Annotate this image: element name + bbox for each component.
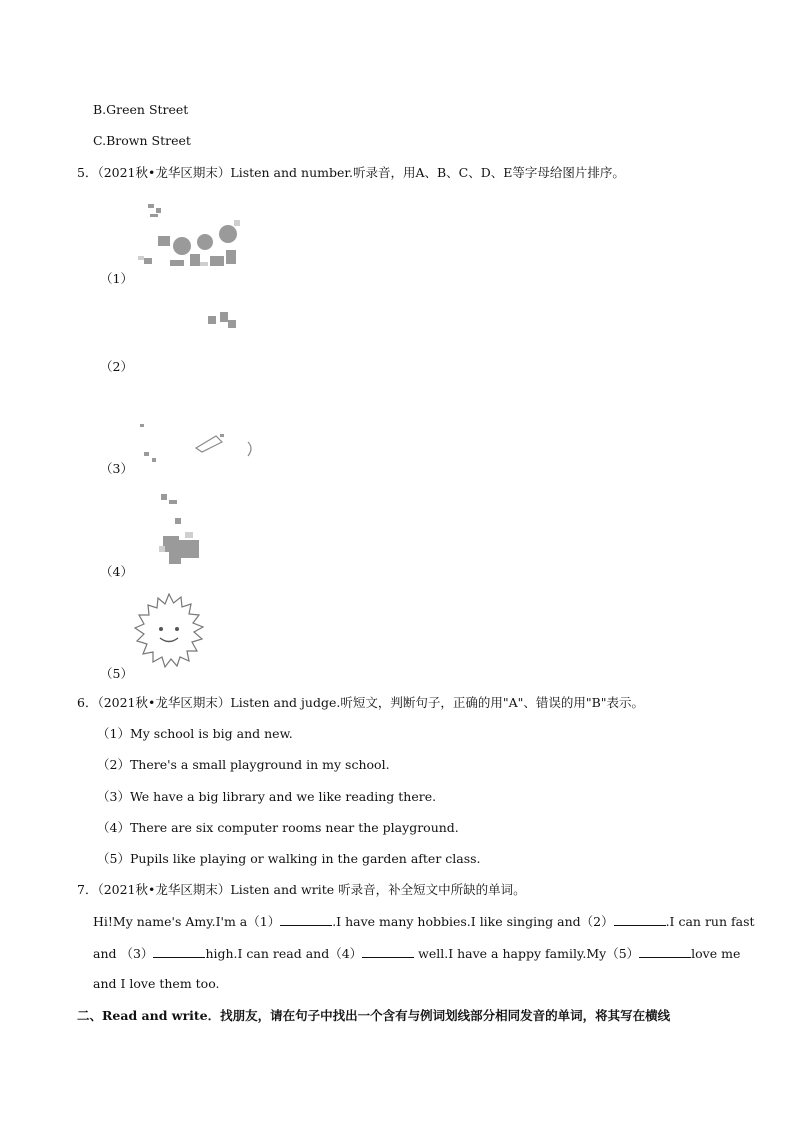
option-c: C.Brown Street [93, 133, 191, 148]
answer-blank-4[interactable] [362, 945, 414, 958]
picture-figure [155, 490, 210, 573]
picture-objects [136, 418, 258, 471]
picture-label-1: （1） [100, 271, 133, 286]
judge-item-1: （1）My school is big and new. [97, 726, 293, 741]
section-2-heading: 二、Read and write．找朋友，请在句子中找出一个含有与例词划线部分相同发音的单词，将其写在横线 [77, 1008, 671, 1023]
answer-blank-2[interactable] [614, 913, 666, 926]
question-number: 7． [77, 882, 98, 897]
question-source: （2021秋•龙华区期末） [97, 695, 231, 710]
question-7 [77, 882, 526, 898]
passage-line-3: and I love them too. [93, 976, 220, 991]
question-text: Listen and judge.听短文，判断句子，正确的用"A"、错误的用"B"表示。 [230, 695, 645, 710]
answer-blank-5[interactable] [639, 945, 691, 958]
picture-children-playing [130, 198, 245, 281]
answer-blank-1[interactable] [280, 913, 332, 926]
question-number: 6． [77, 695, 98, 710]
judge-item-3: （3）We have a big library and we like reading there. [97, 789, 437, 804]
question-number: 5． [77, 165, 98, 180]
passage-line-1: Hi!My name's Amy.I'm a（1） .I have many hobbies.I like singing and（2） .I can run fast [93, 914, 755, 929]
picture-label-5: （5） [100, 666, 133, 681]
judge-item-5: （5）Pupils like playing or walking in the garden after class. [97, 851, 481, 866]
judge-item-2: （2）There's a small playground in my school. [97, 757, 390, 772]
option-b: B.Green Street [93, 102, 189, 117]
picture-item-small [206, 310, 238, 335]
picture-sun [131, 593, 207, 672]
picture-label-3: （3） [100, 461, 133, 476]
question-6 [77, 695, 644, 711]
question-5 [77, 165, 625, 181]
question-text: Listen and write 听录音，补全短文中所缺的单词。 [230, 882, 526, 897]
question-source: （2021秋•龙华区期末） [97, 882, 231, 897]
question-text: Listen and number.听录音，用A、B、C、D、E等字母给图片排序。 [230, 165, 625, 180]
judge-item-4: （4）There are six computer rooms near the playground. [97, 820, 459, 835]
picture-label-4: （4） [100, 564, 133, 579]
question-source: （2021秋•龙华区期末） [97, 165, 231, 180]
passage-line-2: and （3） high.I can read and（4） well.I have a happy family.My（5） love me [93, 946, 741, 961]
picture-label-2: （2） [100, 359, 133, 374]
answer-blank-3[interactable] [153, 945, 205, 958]
